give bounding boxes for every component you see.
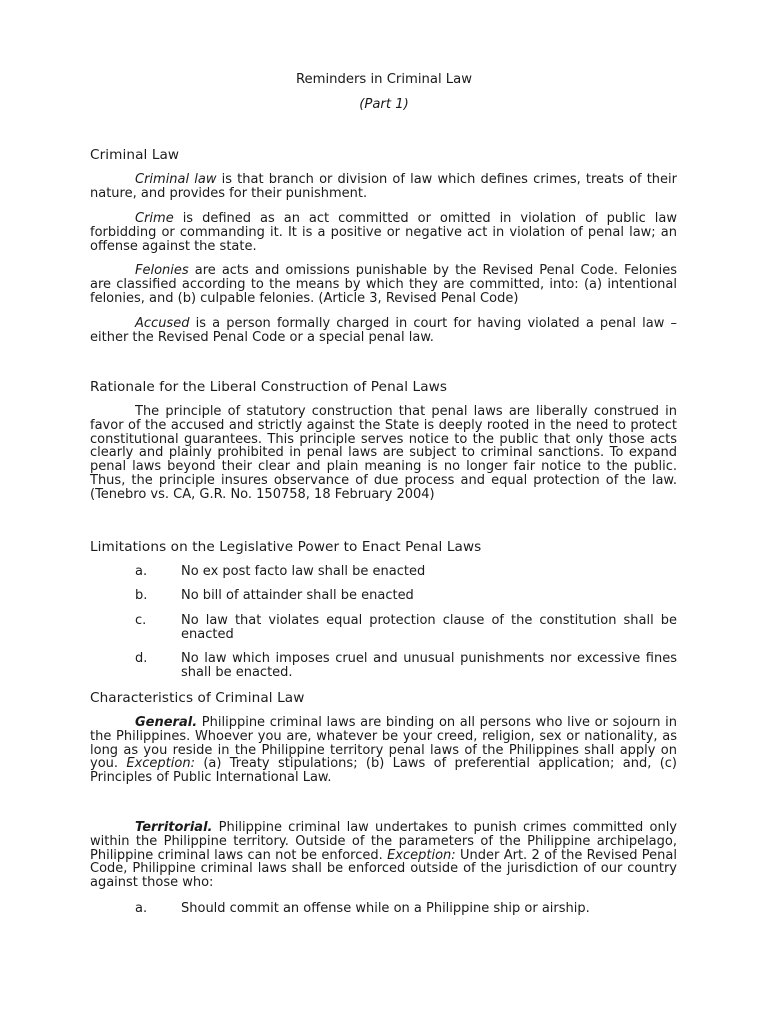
list-marker: b. <box>135 588 148 603</box>
term-territorial: Territorial. <box>135 820 213 835</box>
term-general: General. <box>135 715 198 730</box>
section-heading-criminal-law: Criminal Law <box>90 147 180 163</box>
paragraph-felonies-definition: Felonies are acts and omissions punishable by the Revised Penal Code. Felonies are classified according to the means by which they are committed, into: (a) intentional felonies, and (b) culpable felonies. (Article 3, Revised Penal Code) <box>90 263 677 306</box>
document-title: Reminders in Criminal Law <box>295 72 473 87</box>
list-marker: c. <box>135 613 147 628</box>
section-heading-characteristics: Characteristics of Criminal Law <box>90 690 305 706</box>
list-text: Should commit an offense while on a Philippine ship or airship. <box>181 901 590 916</box>
list-text: No law which imposes cruel and unusual punishments nor excessive fines shall be enacted. <box>181 651 677 680</box>
paragraph-territorial: Territorial. Philippine criminal law undertakes to punish crimes committed only within the Philippine territory. Outside of the parameters of the Philippine archipelago, Philippine criminal laws can not be enforced. Exception: Under Art. 2 of the Revised Penal Code, Philippine criminal laws shall be enforced outside of the jurisdiction of our country against those who: <box>90 820 677 891</box>
term-felonies: Felonies <box>135 263 189 278</box>
document-subtitle: (Part 1) <box>359 97 409 112</box>
term-crime: Crime <box>135 211 174 226</box>
term-accused: Accused <box>135 316 190 331</box>
list-marker: d. <box>135 651 148 666</box>
list-marker: a. <box>135 901 148 916</box>
paragraph-rationale: The principle of statutory construction that penal laws are liberally construed in favor of the accused and strictly against the State is deeply rooted in the need to protect constitutional guarantees. This principle serves notice to the public that only those acts clearly and plainly prohibited in penal laws are subject to criminal sanctions. To expand penal laws beyond their clear and plain meaning is no longer fair notice to the public. Thus, the principle insures observance of due process and equal protection of the law. (Tenebro vs. CA, G.R. No. 150758, 18 February 2004) <box>90 404 677 502</box>
exception-label: Exception: <box>126 756 195 772</box>
section-heading-limitations: Limitations on the Legislative Power to Enact Penal Laws <box>90 539 482 555</box>
paragraph-general: General. Philippine criminal laws are binding on all persons who live or sojourn in the Philippines. Whoever you are, whatever be your creed, religion, sex or nationality, as long as you reside in the Philippine territory penal laws of the Philippines shall apply on you. Exception: (a) Treaty stipulations; (b) Laws of preferential application; and, (c) Principles of Public International Law. <box>90 715 677 786</box>
list-text: No law that violates equal protection clause of the constitution shall be enacted <box>181 613 677 642</box>
section-heading-rationale: Rationale for the Liberal Construction of Penal Laws <box>90 379 448 395</box>
paragraph-criminal-law-definition: Criminal law is that branch or division of law which defines crimes, treats of their nature, and provides for their punishment. <box>90 172 677 201</box>
list-marker: a. <box>135 564 148 579</box>
paragraph-accused-definition: Accused is a person formally charged in court for having violated a penal law – either the Revised Penal Code or a special penal law. <box>90 316 677 345</box>
list-text: No ex post facto law shall be enacted <box>181 564 426 579</box>
list-text: No bill of attainder shall be enacted <box>181 588 414 603</box>
term-criminal-law: Criminal law <box>135 172 217 187</box>
paragraph-crime-definition: Crime is defined as an act committed or omitted in violation of public law forbidding or commanding it. It is a positive or negative act in violation of penal law; an offense against the state. <box>90 211 677 254</box>
exception-label: Exception: <box>387 847 456 863</box>
